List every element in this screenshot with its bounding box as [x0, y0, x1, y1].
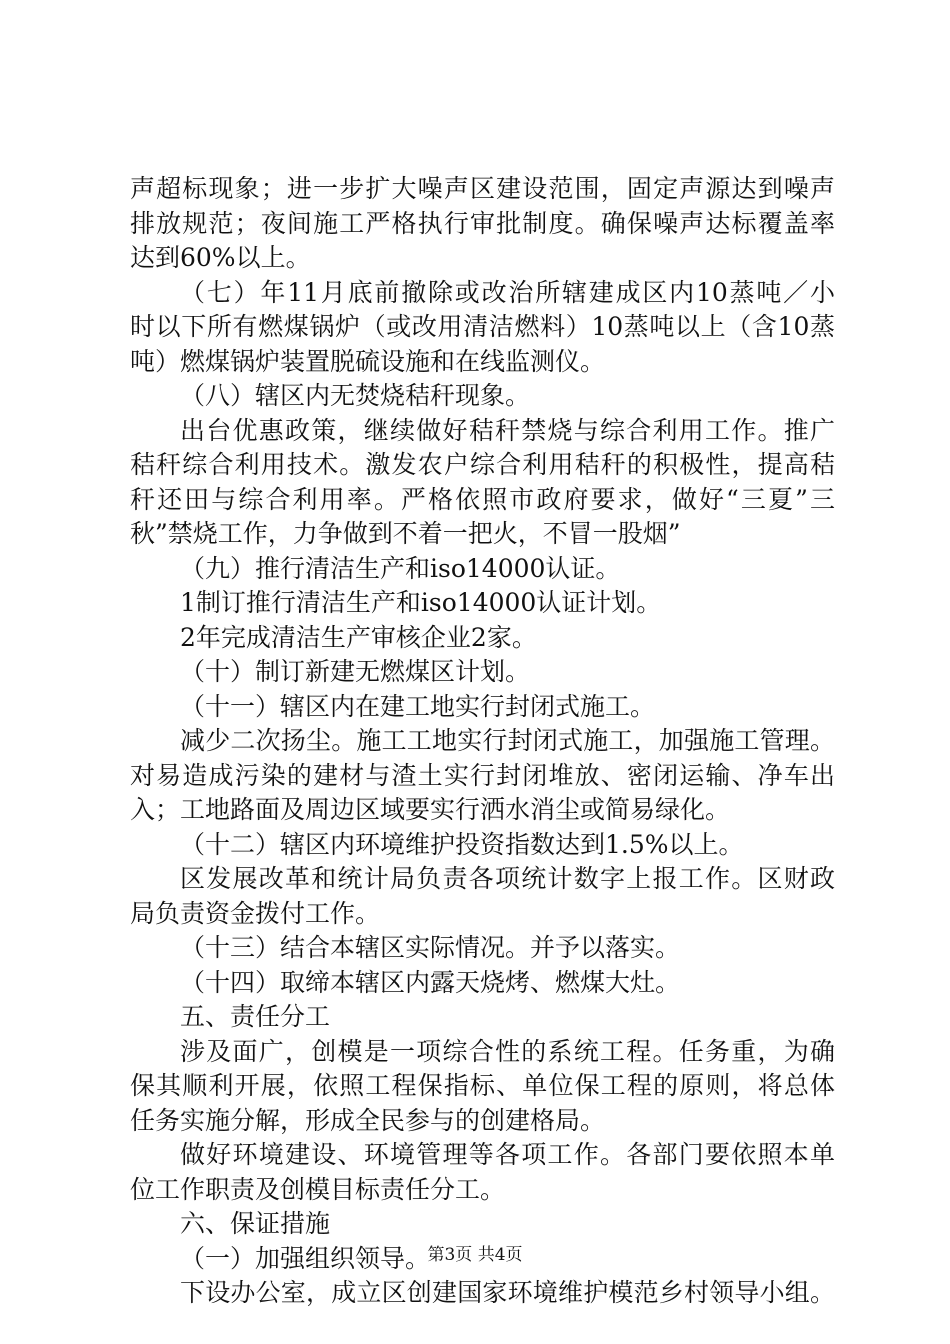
- paragraph-start-line: 做好环境建设、环境管理等各项工作。各部门要依照本单: [180, 1140, 835, 1169]
- text-line: 排放规范；夜间施工严格执行审批制度。确保噪声达标覆盖率: [130, 208, 835, 238]
- text-line: 对易造成污染的建材与渣土实行封闭堆放、密闭运输、净车出: [130, 760, 835, 790]
- text-line: 秆还田与综合利用率。严格依照市政府要求，做好“三夏”三: [130, 484, 835, 514]
- paragraph-start-line: （七）年11月底前撤除或改治所辖建成区内10蒸吨／小: [180, 277, 835, 307]
- section-heading: （十三）结合本辖区实际情况。并予以落实。: [180, 933, 681, 962]
- paragraph-start-line: 下设办公室，成立区创建国家环境维护模范乡村领导小组。: [180, 1278, 835, 1307]
- section-heading: （十二）辖区内环境维护投资指数达到1.5%以上。: [180, 829, 744, 859]
- text-line: 达到60%以上。: [130, 243, 311, 272]
- chapter-heading: 五、责任分工: [180, 1002, 331, 1031]
- text-line: 秋”禁烧工作，力争做到不着一把火，不冒一股烟”: [130, 519, 681, 548]
- text-line: 保其顺利开展，依照工程保指标、单位保工程的原则，将总体: [130, 1071, 835, 1100]
- text-line: 秸秆综合利用技术。激发农户综合利用秸秆的积极性，提高秸: [130, 450, 835, 479]
- section-heading: （十四）取缔本辖区内露天烧烤、燃煤大灶。: [180, 967, 681, 997]
- list-item: 1制订推行清洁生产和iso14000认证计划。: [180, 588, 662, 617]
- page-number-footer: 第3页 共4页: [427, 1245, 523, 1265]
- text-line: 时以下所有燃煤锅炉（或改用清洁燃料）10蒸吨以上（含10蒸: [130, 312, 835, 341]
- chapter-heading: 六、保证措施: [180, 1209, 331, 1238]
- text-line: 局负责资金拨付工作。: [130, 898, 381, 928]
- section-heading: （一）加强组织领导。: [180, 1243, 431, 1273]
- text-line: 吨）燃煤锅炉装置脱硫设施和在线监测仪。: [130, 346, 606, 376]
- section-heading: （八）辖区内无焚烧秸秆现象。: [180, 381, 531, 410]
- text-line: 声超标现象；进一步扩大噪声区建设范围，固定声源达到噪声: [130, 174, 835, 203]
- paragraph-start-line: 涉及面广，创模是一项综合性的系统工程。任务重，为确: [180, 1036, 835, 1066]
- text-line: 入；工地路面及周边区域要实行洒水消尘或简易绿化。: [130, 795, 731, 824]
- paragraph-start-line: 出台优惠政策，继续做好秸秆禁烧与综合利用工作。推广: [180, 415, 835, 445]
- section-heading: （十）制订新建无燃煤区计划。: [180, 657, 531, 686]
- document-body: [130, 172, 835, 1311]
- text-line: 任务实施分解，形成全民参与的创建格局。: [130, 1105, 606, 1135]
- section-heading: （十一）辖区内在建工地实行封闭式施工。: [180, 691, 656, 721]
- paragraph-start-line: 减少二次扬尘。施工工地实行封闭式施工，加强施工管理。: [180, 726, 835, 755]
- section-heading: （九）推行清洁生产和iso14000认证。: [180, 553, 621, 583]
- paragraph-start-line: 区发展改革和统计局负责各项统计数字上报工作。区财政: [180, 864, 835, 893]
- text-line: 位工作职责及创模目标责任分工。: [130, 1174, 506, 1204]
- list-item: 2年完成清洁生产审核企业2家。: [180, 622, 537, 652]
